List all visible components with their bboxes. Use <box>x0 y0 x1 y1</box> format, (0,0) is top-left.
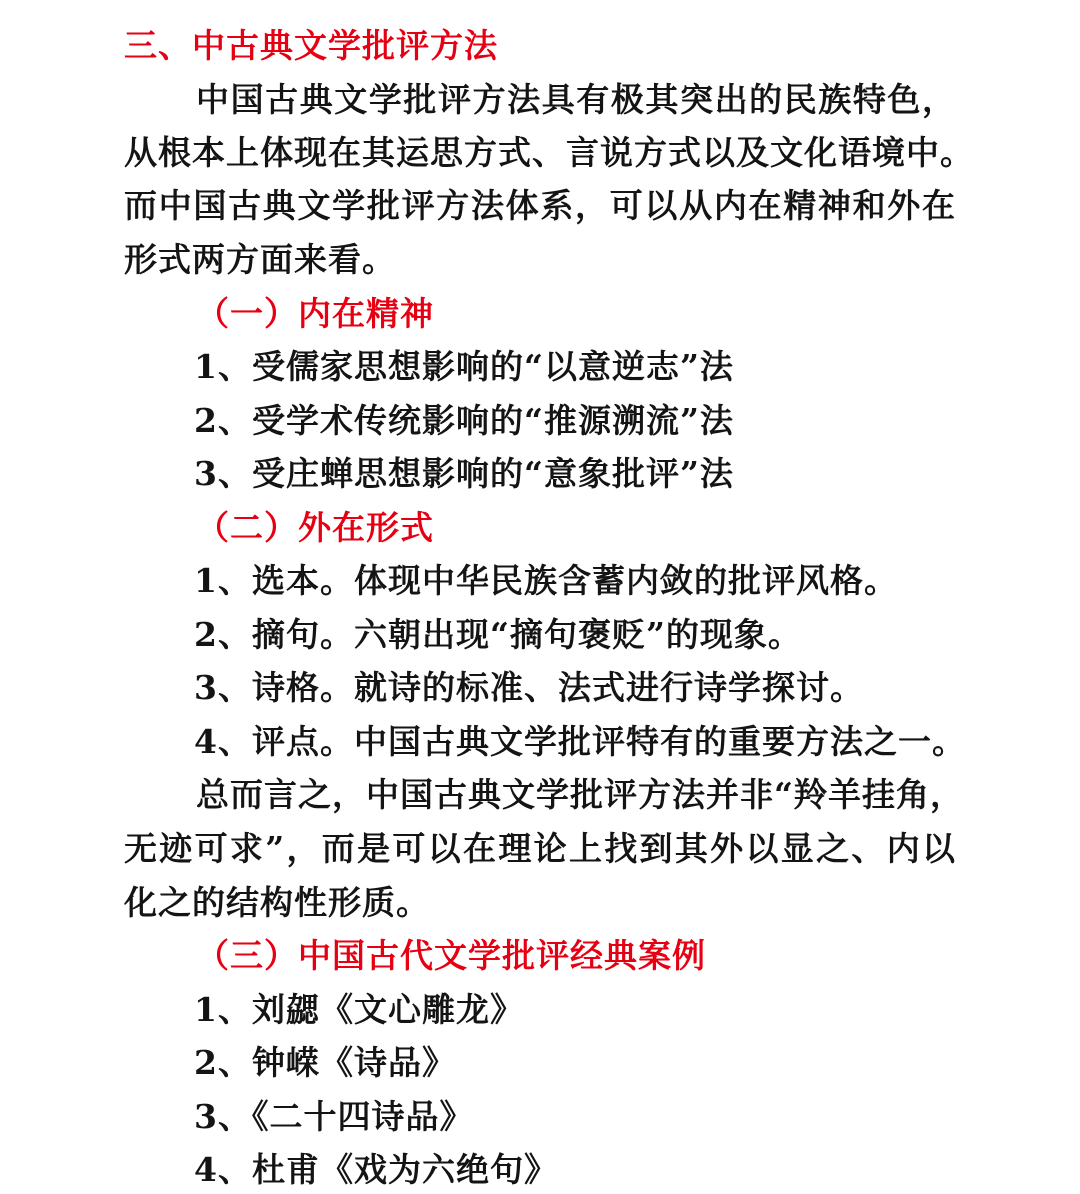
part1-item: 2、受学术传统影响的“推源溯流”法 <box>194 401 734 440</box>
summary-line-2: 无迹可求”，而是可以在理论上找到其外以显之、内以 <box>124 829 956 868</box>
part2-item: 4、评点。中国古典文学批评特有的重要方法之一。 <box>194 722 966 761</box>
part3-item: 2、钟嵘《诗品》 <box>194 1043 456 1082</box>
part2-item: 1、选本。体现中华民族含蓄内敛的批评风格。 <box>194 561 898 600</box>
part1-item: 1、受儒家思想影响的“以意逆志”法 <box>194 347 734 386</box>
part2-item: 2、摘句。六朝出现“摘句褒贬”的现象。 <box>194 615 802 654</box>
part1-heading: （一）内在精神 <box>196 294 434 333</box>
intro-line-2: 从根本上体现在其运思方式、言说方式以及文化语境中。 <box>124 133 974 172</box>
section-title: 三、中古典文学批评方法 <box>124 26 498 65</box>
intro-line-3: 而中国古典文学批评方法体系，可以从内在精神和外在 <box>124 186 956 225</box>
part3-heading: （三）中国古代文学批评经典案例 <box>196 936 706 975</box>
part3-item: 3、《二十四诗品》 <box>194 1097 474 1136</box>
part1-item: 3、受庄蝉思想影响的“意象批评”法 <box>194 454 734 493</box>
intro-line-1: 中国古典文学批评方法具有极其突出的民族特色， <box>196 80 956 119</box>
summary-line-3: 化之的结构性形质。 <box>124 883 430 922</box>
summary-line-1: 总而言之，中国古典文学批评方法并非“羚羊挂角， <box>196 775 964 814</box>
part2-item: 3、诗格。就诗的标准、法式进行诗学探讨。 <box>194 668 864 707</box>
intro-line-4: 形式两方面来看。 <box>124 240 396 279</box>
part2-heading: （二）外在形式 <box>196 508 434 547</box>
part3-item: 4、杜甫《戏为六绝句》 <box>194 1150 558 1189</box>
part3-item: 1、刘勰《文心雕龙》 <box>194 990 524 1029</box>
